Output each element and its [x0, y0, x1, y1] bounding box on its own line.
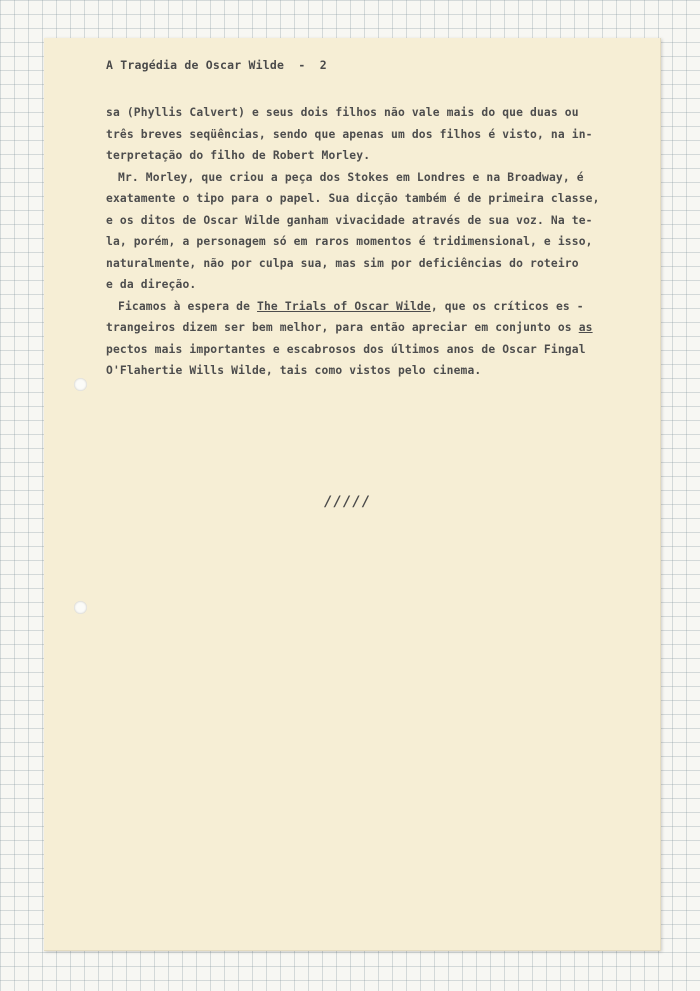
punch-hole — [74, 378, 87, 391]
text-line — [106, 317, 626, 339]
text-line: três breves seqüências, sendo que apenas um dos filhos é visto, na in- — [106, 127, 593, 141]
text-line: naturalmente, não por culpa sua, mas sim por deficiências do roteiro — [106, 256, 579, 270]
underlined-film-title: The Trials of Oscar Wilde — [257, 299, 431, 313]
text-line: O'Flahertie Wills Wilde, tais como vistos pelo cinema. — [106, 364, 482, 377]
punch-hole — [74, 601, 87, 614]
text-line: pectos mais importantes e escabrosos dos últimos anos de Oscar Fingal — [106, 342, 586, 356]
text-line: sa (Phyllis Calvert) e seus dois filhos não vale mais do que duas ou — [106, 106, 579, 119]
paragraph-start-line: Mr. Morley, que criou a peça dos Stokes em Londres e na Broadway, é — [118, 170, 584, 184]
text-line: la, porém, a personagem só em raros momentos é tridimensional, e isso, — [106, 235, 593, 248]
end-mark: ///// — [324, 494, 372, 510]
typewritten-page — [44, 38, 661, 951]
text-line: e da direção. — [106, 278, 197, 291]
text-line: exatamente o tipo para o papel. Sua dicção também é de primeira classe, — [106, 192, 600, 205]
text-line: terpretação do filho de Robert Morley. — [106, 149, 371, 162]
text-line: e os ditos de Oscar Wilde ganham vivacidade através de sua voz. Na te- — [106, 213, 593, 227]
page-header: A Tragédia de Oscar Wilde - 2 — [106, 58, 327, 72]
text-segment: Ficamos à espera de — [118, 299, 258, 313]
text-segment: trangeiros dizem ser bem melhor, para então apreciar em conjunto os — [106, 321, 579, 334]
text-segment: , que os críticos es - — [430, 299, 584, 313]
paragraph-start-line — [106, 296, 626, 318]
underlined-word: as — [578, 321, 593, 334]
body-text — [106, 102, 626, 382]
